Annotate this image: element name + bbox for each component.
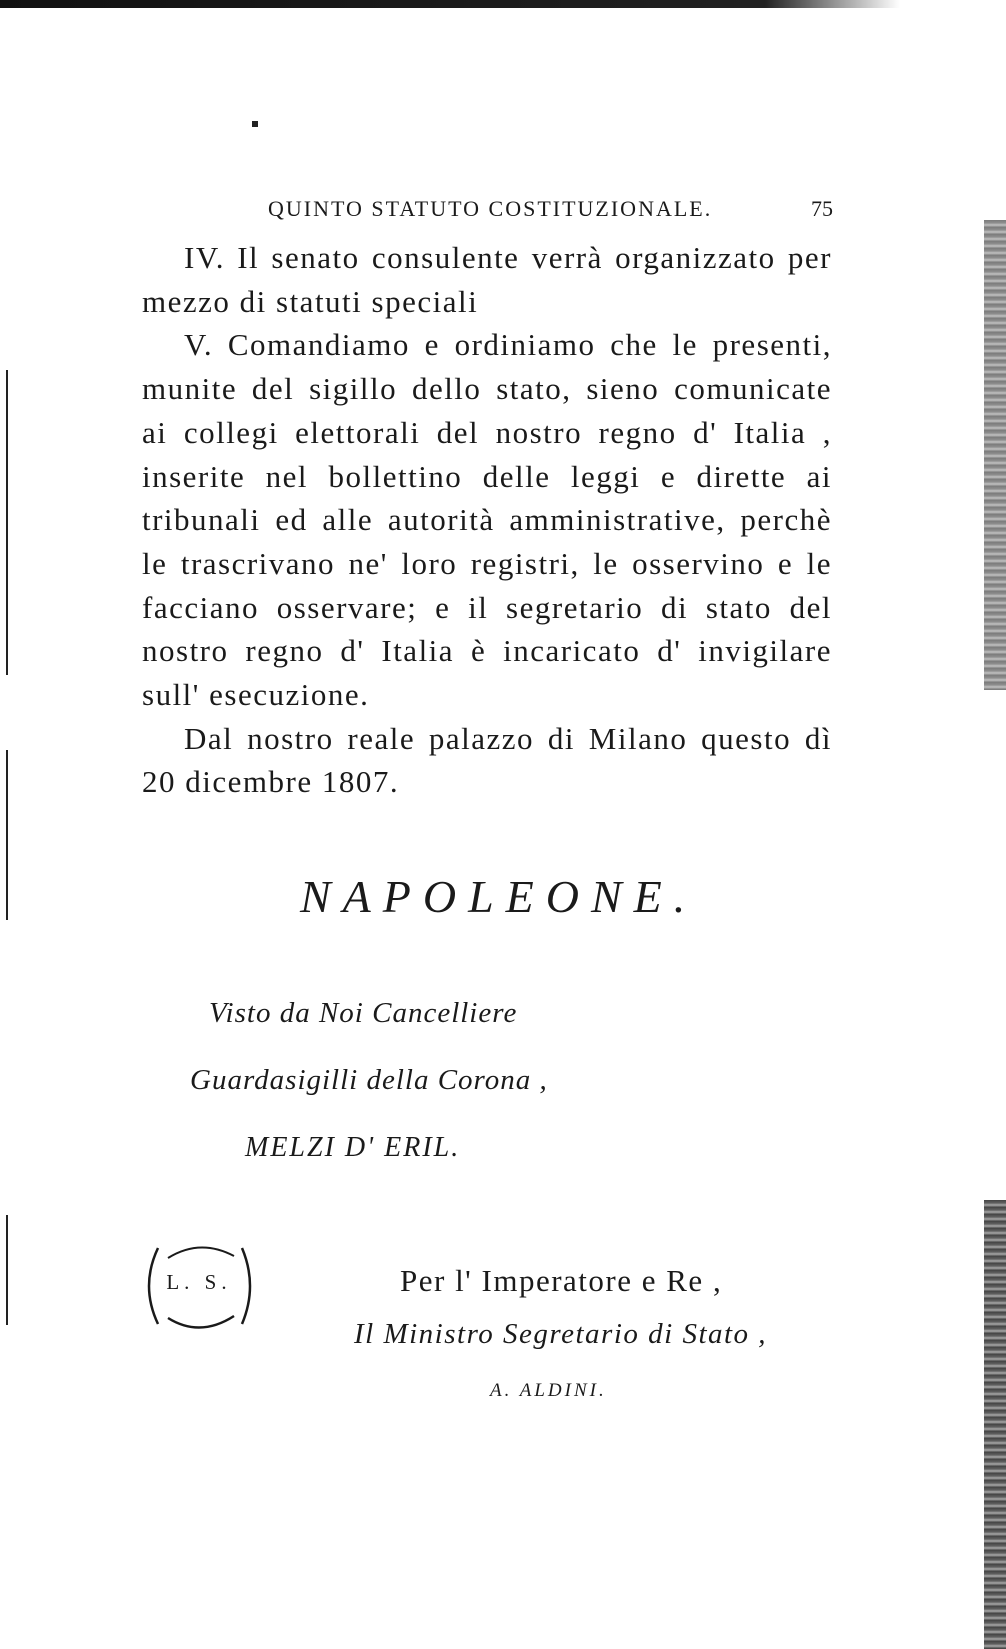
article-iv: IV. Il senato consulente verrà organizzato per mezzo di statuti speciali xyxy=(142,240,832,319)
signature-napoleone: NAPOLEONE. xyxy=(300,871,698,922)
scan-dot xyxy=(252,121,258,127)
page-number: 75 xyxy=(811,196,833,221)
scan-edge-left-3 xyxy=(6,1215,8,1325)
ministry-signature: A. ALDINI. xyxy=(490,1380,607,1401)
scan-edge-left-2 xyxy=(6,750,8,920)
ministry-line-2: Il Ministro Segretario di Stato , xyxy=(354,1318,768,1350)
seal xyxy=(138,1240,260,1332)
scan-edge-right-1 xyxy=(984,220,1006,690)
countersign-line-2: Guardasigilli della Corona , xyxy=(190,1064,548,1096)
scan-edge-top xyxy=(0,0,900,8)
scan-edge-left-1 xyxy=(6,370,8,675)
running-title: QUINTO STATUTO COSTITUZIONALE. xyxy=(268,196,713,221)
countersign-line-1: Visto da Noi Cancelliere xyxy=(209,997,518,1029)
running-head xyxy=(268,196,833,222)
body-text xyxy=(142,236,832,804)
dateline: Dal nostro reale palazzo di Milano questo dì 20 dicembre 1807. xyxy=(142,720,832,800)
countersign-name: MELZI D' ERIL. xyxy=(245,1132,461,1163)
ministry-line-1: Per l' Imperatore e Re , xyxy=(400,1263,723,1298)
scan-edge-right-2 xyxy=(984,1200,1006,1649)
seal-label: L. S. xyxy=(166,1270,232,1294)
article-v: V. Comandiamo e ordiniamo che le presenti, munite del sigillo dello stato, sieno comunicate ai collegi elettorali del nostro regno d' Italia , inserite nel bollettino delle leggi e dirette ai tribunali ed alle autorità amministrative, perchè le trascrivano ne' loro registri, le osservino e le facciano osservare; e il segretario di stato del nostro regno d' Italia è incaricato d' invigilare sull' esecuzione. xyxy=(142,327,832,713)
